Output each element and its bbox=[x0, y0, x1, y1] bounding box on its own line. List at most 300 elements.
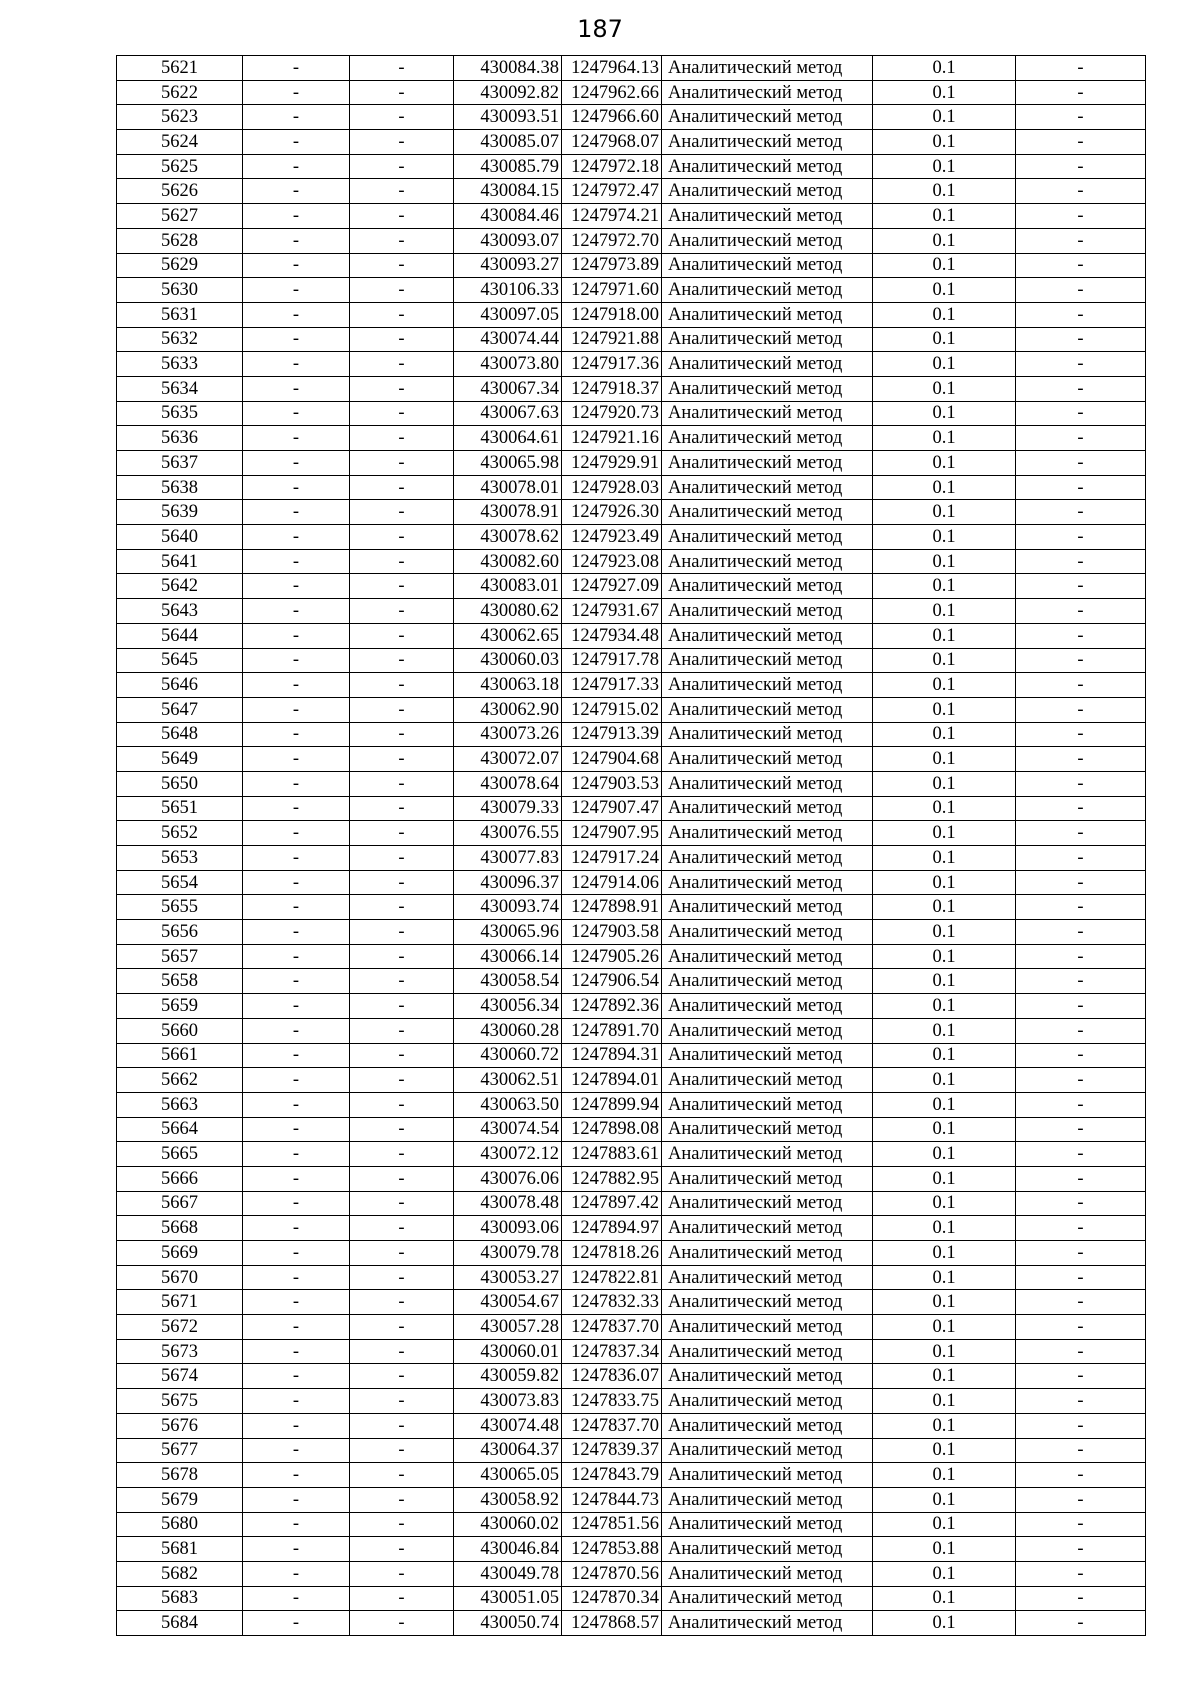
accuracy-cell: 0.1 bbox=[873, 179, 1016, 204]
y-coordinate-cell: 1247839.37 bbox=[562, 1438, 662, 1463]
table-row bbox=[117, 1290, 1146, 1315]
blank-cell-a: - bbox=[243, 130, 350, 155]
x-coordinate-cell: 430060.72 bbox=[454, 1043, 562, 1068]
method-cell: Аналитический метод bbox=[662, 1018, 873, 1043]
accuracy-cell: 0.1 bbox=[873, 870, 1016, 895]
method-cell: Аналитический метод bbox=[662, 697, 873, 722]
method-cell: Аналитический метод bbox=[662, 1142, 873, 1167]
blank-cell-a: - bbox=[243, 994, 350, 1019]
y-coordinate-cell: 1247968.07 bbox=[562, 130, 662, 155]
blank-cell-a: - bbox=[243, 944, 350, 969]
x-coordinate-cell: 430093.06 bbox=[454, 1216, 562, 1241]
x-coordinate-cell: 430065.96 bbox=[454, 920, 562, 945]
point-number-cell: 5643 bbox=[117, 599, 243, 624]
x-coordinate-cell: 430063.18 bbox=[454, 673, 562, 698]
blank-cell-a: - bbox=[243, 1537, 350, 1562]
point-number-cell: 5655 bbox=[117, 895, 243, 920]
accuracy-cell: 0.1 bbox=[873, 352, 1016, 377]
blank-cell-c: - bbox=[1016, 821, 1146, 846]
method-cell: Аналитический метод bbox=[662, 771, 873, 796]
accuracy-cell: 0.1 bbox=[873, 1092, 1016, 1117]
table-row bbox=[117, 327, 1146, 352]
blank-cell-c: - bbox=[1016, 1339, 1146, 1364]
point-number-cell: 5630 bbox=[117, 278, 243, 303]
blank-cell-b: - bbox=[350, 1413, 454, 1438]
point-number-cell: 5624 bbox=[117, 130, 243, 155]
blank-cell-b: - bbox=[350, 549, 454, 574]
point-number-cell: 5641 bbox=[117, 549, 243, 574]
blank-cell-b: - bbox=[350, 697, 454, 722]
blank-cell-a: - bbox=[243, 870, 350, 895]
y-coordinate-cell: 1247892.36 bbox=[562, 994, 662, 1019]
blank-cell-a: - bbox=[243, 722, 350, 747]
accuracy-cell: 0.1 bbox=[873, 1438, 1016, 1463]
table-row bbox=[117, 697, 1146, 722]
blank-cell-a: - bbox=[243, 1487, 350, 1512]
accuracy-cell: 0.1 bbox=[873, 895, 1016, 920]
accuracy-cell: 0.1 bbox=[873, 1290, 1016, 1315]
blank-cell-c: - bbox=[1016, 327, 1146, 352]
x-coordinate-cell: 430054.67 bbox=[454, 1290, 562, 1315]
point-number-cell: 5649 bbox=[117, 747, 243, 772]
point-number-cell: 5633 bbox=[117, 352, 243, 377]
blank-cell-a: - bbox=[243, 747, 350, 772]
blank-cell-a: - bbox=[243, 228, 350, 253]
x-coordinate-cell: 430060.02 bbox=[454, 1512, 562, 1537]
x-coordinate-cell: 430050.74 bbox=[454, 1611, 562, 1636]
accuracy-cell: 0.1 bbox=[873, 154, 1016, 179]
y-coordinate-cell: 1247898.08 bbox=[562, 1117, 662, 1142]
blank-cell-a: - bbox=[243, 451, 350, 476]
table-row bbox=[117, 623, 1146, 648]
y-coordinate-cell: 1247923.08 bbox=[562, 549, 662, 574]
blank-cell-a: - bbox=[243, 846, 350, 871]
blank-cell-b: - bbox=[350, 771, 454, 796]
y-coordinate-cell: 1247894.31 bbox=[562, 1043, 662, 1068]
table-row bbox=[117, 1611, 1146, 1636]
x-coordinate-cell: 430064.37 bbox=[454, 1438, 562, 1463]
blank-cell-c: - bbox=[1016, 1068, 1146, 1093]
method-cell: Аналитический метод bbox=[662, 1438, 873, 1463]
accuracy-cell: 0.1 bbox=[873, 228, 1016, 253]
x-coordinate-cell: 430076.06 bbox=[454, 1166, 562, 1191]
accuracy-cell: 0.1 bbox=[873, 722, 1016, 747]
blank-cell-a: - bbox=[243, 500, 350, 525]
table-row bbox=[117, 722, 1146, 747]
accuracy-cell: 0.1 bbox=[873, 1389, 1016, 1414]
blank-cell-c: - bbox=[1016, 697, 1146, 722]
x-coordinate-cell: 430067.63 bbox=[454, 401, 562, 426]
table-row bbox=[117, 1561, 1146, 1586]
method-cell: Аналитический метод bbox=[662, 796, 873, 821]
x-coordinate-cell: 430065.98 bbox=[454, 451, 562, 476]
method-cell: Аналитический метод bbox=[662, 1339, 873, 1364]
point-number-cell: 5675 bbox=[117, 1389, 243, 1414]
blank-cell-b: - bbox=[350, 599, 454, 624]
accuracy-cell: 0.1 bbox=[873, 500, 1016, 525]
accuracy-cell: 0.1 bbox=[873, 278, 1016, 303]
table-row bbox=[117, 451, 1146, 476]
table-row bbox=[117, 1265, 1146, 1290]
x-coordinate-cell: 430079.78 bbox=[454, 1241, 562, 1266]
x-coordinate-cell: 430064.61 bbox=[454, 426, 562, 451]
blank-cell-c: - bbox=[1016, 1487, 1146, 1512]
method-cell: Аналитический метод bbox=[662, 1043, 873, 1068]
y-coordinate-cell: 1247918.00 bbox=[562, 302, 662, 327]
x-coordinate-cell: 430093.07 bbox=[454, 228, 562, 253]
table-row bbox=[117, 1191, 1146, 1216]
y-coordinate-cell: 1247837.70 bbox=[562, 1413, 662, 1438]
point-number-cell: 5627 bbox=[117, 204, 243, 229]
blank-cell-b: - bbox=[350, 376, 454, 401]
blank-cell-c: - bbox=[1016, 451, 1146, 476]
blank-cell-b: - bbox=[350, 1438, 454, 1463]
method-cell: Аналитический метод bbox=[662, 253, 873, 278]
y-coordinate-cell: 1247853.88 bbox=[562, 1537, 662, 1562]
blank-cell-a: - bbox=[243, 1611, 350, 1636]
x-coordinate-cell: 430078.62 bbox=[454, 525, 562, 550]
x-coordinate-cell: 430096.37 bbox=[454, 870, 562, 895]
method-cell: Аналитический метод bbox=[662, 1166, 873, 1191]
method-cell: Аналитический метод bbox=[662, 574, 873, 599]
blank-cell-c: - bbox=[1016, 1166, 1146, 1191]
table-row bbox=[117, 1092, 1146, 1117]
point-number-cell: 5670 bbox=[117, 1265, 243, 1290]
point-number-cell: 5682 bbox=[117, 1561, 243, 1586]
table-row bbox=[117, 1315, 1146, 1340]
point-number-cell: 5663 bbox=[117, 1092, 243, 1117]
y-coordinate-cell: 1247822.81 bbox=[562, 1265, 662, 1290]
point-number-cell: 5659 bbox=[117, 994, 243, 1019]
blank-cell-b: - bbox=[350, 944, 454, 969]
blank-cell-c: - bbox=[1016, 895, 1146, 920]
x-coordinate-cell: 430080.62 bbox=[454, 599, 562, 624]
method-cell: Аналитический метод bbox=[662, 1537, 873, 1562]
method-cell: Аналитический метод bbox=[662, 179, 873, 204]
blank-cell-b: - bbox=[350, 870, 454, 895]
blank-cell-a: - bbox=[243, 1438, 350, 1463]
blank-cell-c: - bbox=[1016, 1413, 1146, 1438]
blank-cell-c: - bbox=[1016, 771, 1146, 796]
blank-cell-c: - bbox=[1016, 426, 1146, 451]
blank-cell-c: - bbox=[1016, 352, 1146, 377]
point-number-cell: 5658 bbox=[117, 969, 243, 994]
table-row bbox=[117, 1043, 1146, 1068]
blank-cell-b: - bbox=[350, 1611, 454, 1636]
y-coordinate-cell: 1247929.91 bbox=[562, 451, 662, 476]
blank-cell-a: - bbox=[243, 179, 350, 204]
point-number-cell: 5637 bbox=[117, 451, 243, 476]
blank-cell-b: - bbox=[350, 1561, 454, 1586]
table-row bbox=[117, 475, 1146, 500]
blank-cell-c: - bbox=[1016, 228, 1146, 253]
y-coordinate-cell: 1247917.78 bbox=[562, 648, 662, 673]
x-coordinate-cell: 430060.01 bbox=[454, 1339, 562, 1364]
blank-cell-b: - bbox=[350, 253, 454, 278]
y-coordinate-cell: 1247899.94 bbox=[562, 1092, 662, 1117]
table-row bbox=[117, 426, 1146, 451]
y-coordinate-cell: 1247966.60 bbox=[562, 105, 662, 130]
table-row bbox=[117, 228, 1146, 253]
blank-cell-b: - bbox=[350, 1216, 454, 1241]
blank-cell-b: - bbox=[350, 895, 454, 920]
y-coordinate-cell: 1247972.18 bbox=[562, 154, 662, 179]
blank-cell-c: - bbox=[1016, 154, 1146, 179]
blank-cell-c: - bbox=[1016, 648, 1146, 673]
x-coordinate-cell: 430053.27 bbox=[454, 1265, 562, 1290]
blank-cell-b: - bbox=[350, 1142, 454, 1167]
blank-cell-b: - bbox=[350, 1117, 454, 1142]
method-cell: Аналитический метод bbox=[662, 1068, 873, 1093]
method-cell: Аналитический метод bbox=[662, 1512, 873, 1537]
table-row bbox=[117, 969, 1146, 994]
x-coordinate-cell: 430058.54 bbox=[454, 969, 562, 994]
point-number-cell: 5669 bbox=[117, 1241, 243, 1266]
method-cell: Аналитический метод bbox=[662, 1586, 873, 1611]
point-number-cell: 5672 bbox=[117, 1315, 243, 1340]
blank-cell-b: - bbox=[350, 1364, 454, 1389]
accuracy-cell: 0.1 bbox=[873, 56, 1016, 81]
blank-cell-c: - bbox=[1016, 549, 1146, 574]
y-coordinate-cell: 1247906.54 bbox=[562, 969, 662, 994]
y-coordinate-cell: 1247921.88 bbox=[562, 327, 662, 352]
blank-cell-c: - bbox=[1016, 80, 1146, 105]
table-row bbox=[117, 994, 1146, 1019]
accuracy-cell: 0.1 bbox=[873, 1142, 1016, 1167]
x-coordinate-cell: 430058.92 bbox=[454, 1487, 562, 1512]
y-coordinate-cell: 1247928.03 bbox=[562, 475, 662, 500]
table-row bbox=[117, 105, 1146, 130]
accuracy-cell: 0.1 bbox=[873, 747, 1016, 772]
table-row bbox=[117, 278, 1146, 303]
table-row bbox=[117, 500, 1146, 525]
blank-cell-c: - bbox=[1016, 1512, 1146, 1537]
blank-cell-c: - bbox=[1016, 994, 1146, 1019]
blank-cell-c: - bbox=[1016, 1586, 1146, 1611]
blank-cell-a: - bbox=[243, 1315, 350, 1340]
method-cell: Аналитический метод bbox=[662, 846, 873, 871]
blank-cell-c: - bbox=[1016, 1611, 1146, 1636]
accuracy-cell: 0.1 bbox=[873, 549, 1016, 574]
point-number-cell: 5654 bbox=[117, 870, 243, 895]
method-cell: Аналитический метод bbox=[662, 969, 873, 994]
method-cell: Аналитический метод bbox=[662, 475, 873, 500]
blank-cell-c: - bbox=[1016, 179, 1146, 204]
blank-cell-b: - bbox=[350, 747, 454, 772]
accuracy-cell: 0.1 bbox=[873, 1018, 1016, 1043]
x-coordinate-cell: 430062.65 bbox=[454, 623, 562, 648]
blank-cell-a: - bbox=[243, 796, 350, 821]
point-number-cell: 5668 bbox=[117, 1216, 243, 1241]
y-coordinate-cell: 1247894.01 bbox=[562, 1068, 662, 1093]
y-coordinate-cell: 1247868.57 bbox=[562, 1611, 662, 1636]
blank-cell-c: - bbox=[1016, 846, 1146, 871]
accuracy-cell: 0.1 bbox=[873, 475, 1016, 500]
table-row bbox=[117, 302, 1146, 327]
y-coordinate-cell: 1247917.24 bbox=[562, 846, 662, 871]
blank-cell-c: - bbox=[1016, 574, 1146, 599]
blank-cell-c: - bbox=[1016, 870, 1146, 895]
method-cell: Аналитический метод bbox=[662, 426, 873, 451]
point-number-cell: 5667 bbox=[117, 1191, 243, 1216]
accuracy-cell: 0.1 bbox=[873, 80, 1016, 105]
blank-cell-b: - bbox=[350, 1389, 454, 1414]
blank-cell-b: - bbox=[350, 525, 454, 550]
x-coordinate-cell: 430046.84 bbox=[454, 1537, 562, 1562]
method-cell: Аналитический метод bbox=[662, 105, 873, 130]
x-coordinate-cell: 430084.15 bbox=[454, 179, 562, 204]
blank-cell-c: - bbox=[1016, 969, 1146, 994]
blank-cell-a: - bbox=[243, 771, 350, 796]
point-number-cell: 5631 bbox=[117, 302, 243, 327]
blank-cell-a: - bbox=[243, 105, 350, 130]
blank-cell-a: - bbox=[243, 401, 350, 426]
method-cell: Аналитический метод bbox=[662, 1561, 873, 1586]
blank-cell-b: - bbox=[350, 179, 454, 204]
accuracy-cell: 0.1 bbox=[873, 599, 1016, 624]
blank-cell-c: - bbox=[1016, 1389, 1146, 1414]
table-row bbox=[117, 895, 1146, 920]
blank-cell-a: - bbox=[243, 599, 350, 624]
blank-cell-c: - bbox=[1016, 796, 1146, 821]
point-number-cell: 5635 bbox=[117, 401, 243, 426]
x-coordinate-cell: 430062.90 bbox=[454, 697, 562, 722]
accuracy-cell: 0.1 bbox=[873, 1191, 1016, 1216]
accuracy-cell: 0.1 bbox=[873, 574, 1016, 599]
blank-cell-a: - bbox=[243, 475, 350, 500]
method-cell: Аналитический метод bbox=[662, 1487, 873, 1512]
table-row bbox=[117, 1389, 1146, 1414]
y-coordinate-cell: 1247926.30 bbox=[562, 500, 662, 525]
y-coordinate-cell: 1247917.36 bbox=[562, 352, 662, 377]
y-coordinate-cell: 1247870.56 bbox=[562, 1561, 662, 1586]
blank-cell-b: - bbox=[350, 1166, 454, 1191]
accuracy-cell: 0.1 bbox=[873, 1117, 1016, 1142]
accuracy-cell: 0.1 bbox=[873, 673, 1016, 698]
blank-cell-a: - bbox=[243, 1290, 350, 1315]
blank-cell-b: - bbox=[350, 1068, 454, 1093]
x-coordinate-cell: 430073.80 bbox=[454, 352, 562, 377]
blank-cell-b: - bbox=[350, 1191, 454, 1216]
accuracy-cell: 0.1 bbox=[873, 1315, 1016, 1340]
x-coordinate-cell: 430078.91 bbox=[454, 500, 562, 525]
method-cell: Аналитический метод bbox=[662, 401, 873, 426]
blank-cell-b: - bbox=[350, 648, 454, 673]
x-coordinate-cell: 430049.78 bbox=[454, 1561, 562, 1586]
y-coordinate-cell: 1247897.42 bbox=[562, 1191, 662, 1216]
blank-cell-b: - bbox=[350, 846, 454, 871]
point-number-cell: 5625 bbox=[117, 154, 243, 179]
coordinates-table bbox=[116, 55, 1146, 1636]
blank-cell-a: - bbox=[243, 821, 350, 846]
point-number-cell: 5629 bbox=[117, 253, 243, 278]
accuracy-cell: 0.1 bbox=[873, 426, 1016, 451]
accuracy-cell: 0.1 bbox=[873, 302, 1016, 327]
x-coordinate-cell: 430078.01 bbox=[454, 475, 562, 500]
blank-cell-c: - bbox=[1016, 1438, 1146, 1463]
x-coordinate-cell: 430074.54 bbox=[454, 1117, 562, 1142]
point-number-cell: 5679 bbox=[117, 1487, 243, 1512]
point-number-cell: 5660 bbox=[117, 1018, 243, 1043]
x-coordinate-cell: 430076.55 bbox=[454, 821, 562, 846]
method-cell: Аналитический метод bbox=[662, 1413, 873, 1438]
x-coordinate-cell: 430085.79 bbox=[454, 154, 562, 179]
blank-cell-b: - bbox=[350, 228, 454, 253]
blank-cell-a: - bbox=[243, 1142, 350, 1167]
point-number-cell: 5681 bbox=[117, 1537, 243, 1562]
blank-cell-c: - bbox=[1016, 130, 1146, 155]
y-coordinate-cell: 1247905.26 bbox=[562, 944, 662, 969]
blank-cell-b: - bbox=[350, 673, 454, 698]
point-number-cell: 5626 bbox=[117, 179, 243, 204]
accuracy-cell: 0.1 bbox=[873, 1487, 1016, 1512]
table-row bbox=[117, 747, 1146, 772]
blank-cell-b: - bbox=[350, 426, 454, 451]
blank-cell-b: - bbox=[350, 475, 454, 500]
x-coordinate-cell: 430057.28 bbox=[454, 1315, 562, 1340]
method-cell: Аналитический метод bbox=[662, 673, 873, 698]
accuracy-cell: 0.1 bbox=[873, 821, 1016, 846]
method-cell: Аналитический метод bbox=[662, 451, 873, 476]
method-cell: Аналитический метод bbox=[662, 56, 873, 81]
table-row bbox=[117, 154, 1146, 179]
method-cell: Аналитический метод bbox=[662, 920, 873, 945]
point-number-cell: 5671 bbox=[117, 1290, 243, 1315]
accuracy-cell: 0.1 bbox=[873, 846, 1016, 871]
point-number-cell: 5622 bbox=[117, 80, 243, 105]
blank-cell-a: - bbox=[243, 1043, 350, 1068]
accuracy-cell: 0.1 bbox=[873, 969, 1016, 994]
blank-cell-b: - bbox=[350, 1018, 454, 1043]
point-number-cell: 5623 bbox=[117, 105, 243, 130]
x-coordinate-cell: 430083.01 bbox=[454, 574, 562, 599]
point-number-cell: 5666 bbox=[117, 1166, 243, 1191]
blank-cell-b: - bbox=[350, 105, 454, 130]
table-row bbox=[117, 599, 1146, 624]
blank-cell-b: - bbox=[350, 1092, 454, 1117]
x-coordinate-cell: 430073.83 bbox=[454, 1389, 562, 1414]
x-coordinate-cell: 430073.26 bbox=[454, 722, 562, 747]
accuracy-cell: 0.1 bbox=[873, 253, 1016, 278]
table-row bbox=[117, 1068, 1146, 1093]
y-coordinate-cell: 1247915.02 bbox=[562, 697, 662, 722]
blank-cell-a: - bbox=[243, 56, 350, 81]
x-coordinate-cell: 430065.05 bbox=[454, 1463, 562, 1488]
y-coordinate-cell: 1247903.53 bbox=[562, 771, 662, 796]
blank-cell-a: - bbox=[243, 1166, 350, 1191]
accuracy-cell: 0.1 bbox=[873, 525, 1016, 550]
y-coordinate-cell: 1247913.39 bbox=[562, 722, 662, 747]
blank-cell-b: - bbox=[350, 722, 454, 747]
accuracy-cell: 0.1 bbox=[873, 105, 1016, 130]
blank-cell-a: - bbox=[243, 1389, 350, 1414]
method-cell: Аналитический метод bbox=[662, 1364, 873, 1389]
method-cell: Аналитический метод bbox=[662, 376, 873, 401]
table-row bbox=[117, 1463, 1146, 1488]
table-row bbox=[117, 549, 1146, 574]
blank-cell-b: - bbox=[350, 1241, 454, 1266]
blank-cell-c: - bbox=[1016, 278, 1146, 303]
accuracy-cell: 0.1 bbox=[873, 451, 1016, 476]
y-coordinate-cell: 1247891.70 bbox=[562, 1018, 662, 1043]
table-row bbox=[117, 1487, 1146, 1512]
blank-cell-b: - bbox=[350, 1586, 454, 1611]
blank-cell-c: - bbox=[1016, 599, 1146, 624]
method-cell: Аналитический метод bbox=[662, 278, 873, 303]
table-row bbox=[117, 352, 1146, 377]
accuracy-cell: 0.1 bbox=[873, 1068, 1016, 1093]
blank-cell-b: - bbox=[350, 500, 454, 525]
